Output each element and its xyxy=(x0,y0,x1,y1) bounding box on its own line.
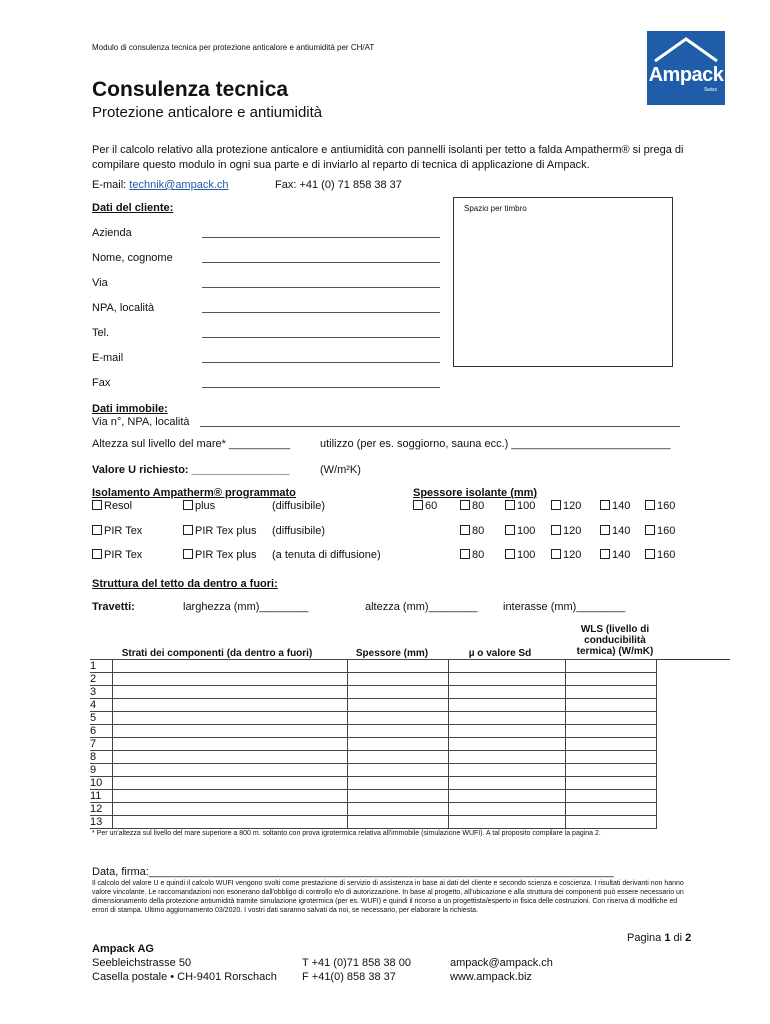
row-number: 8 xyxy=(90,751,113,764)
diffusion-label: (diffusibile) xyxy=(272,525,325,537)
table-cell[interactable] xyxy=(449,660,566,673)
row-number: 11 xyxy=(90,790,113,803)
table-row xyxy=(90,790,657,803)
table-cell[interactable] xyxy=(348,751,449,764)
table-cell[interactable] xyxy=(449,777,566,790)
rafter-height-field[interactable]: altezza (mm)________ xyxy=(365,601,478,613)
table-cell[interactable] xyxy=(348,686,449,699)
table-cell[interactable] xyxy=(449,816,566,829)
checkbox-pir-tex[interactable]: PIR Tex xyxy=(92,549,142,561)
checkbox-thickness[interactable]: 80 xyxy=(460,549,484,561)
u-value-field[interactable]: Valore U richiesto: ________________ xyxy=(92,464,290,476)
company-phones xyxy=(302,956,411,984)
row-number: 3 xyxy=(90,686,113,699)
checkbox-thickness[interactable]: 100 xyxy=(505,500,535,512)
table-cell[interactable] xyxy=(449,673,566,686)
address-field[interactable] xyxy=(200,426,680,427)
table-cell[interactable] xyxy=(348,764,449,777)
layers-table xyxy=(90,659,657,829)
table-row xyxy=(90,777,657,790)
rafters-label: Travetti: xyxy=(92,601,135,613)
rafter-width-field[interactable]: larghezza (mm)________ xyxy=(183,601,309,613)
table-row xyxy=(90,712,657,725)
row-number: 9 xyxy=(90,764,113,777)
row-number: 13 xyxy=(90,816,113,829)
u-value-unit: (W/m²K) xyxy=(320,464,361,476)
checkbox-thickness[interactable]: 100 xyxy=(505,525,535,537)
col-header-thickness: Spessore (mm) xyxy=(355,648,429,659)
table-cell[interactable] xyxy=(566,790,657,803)
table-cell[interactable] xyxy=(566,673,657,686)
address-label: Via n°, NPA, località xyxy=(92,416,190,428)
table-row xyxy=(90,686,657,699)
checkbox-thickness[interactable]: 140 xyxy=(600,500,630,512)
table-cell[interactable] xyxy=(113,686,348,699)
altitude-field[interactable]: Altezza sul livello del mare* __________ xyxy=(92,438,291,450)
col-header-mu: µ o valore Sd xyxy=(468,648,532,659)
field-label: Nome, cognome xyxy=(92,252,173,264)
table-cell[interactable] xyxy=(348,738,449,751)
checkbox-thickness[interactable]: 160 xyxy=(645,549,675,561)
diffusion-label: (a tenuta di diffusione) xyxy=(272,549,381,561)
table-cell[interactable] xyxy=(113,816,348,829)
table-cell[interactable] xyxy=(566,699,657,712)
table-row xyxy=(90,751,657,764)
zip-city-field[interactable] xyxy=(202,312,440,313)
fax-field[interactable] xyxy=(202,387,440,388)
table-cell[interactable] xyxy=(348,777,449,790)
field-label: Azienda xyxy=(92,227,132,239)
table-row xyxy=(90,738,657,751)
table-cell[interactable] xyxy=(113,712,348,725)
company-web xyxy=(450,956,553,984)
usage-field[interactable]: utilizzo (per es. soggiorno, sauna ecc.) __________________________ xyxy=(320,438,671,450)
roof-heading: Struttura del tetto da dentro a fuori: xyxy=(92,578,278,590)
company-street: Seebleichstrasse 50 xyxy=(92,957,192,969)
email-field[interactable] xyxy=(202,362,440,363)
client-heading: Dati del cliente: xyxy=(92,202,174,214)
row-number: 5 xyxy=(90,712,113,725)
table-cell[interactable] xyxy=(566,777,657,790)
logo-sub: Swiss xyxy=(703,87,717,93)
street-field[interactable] xyxy=(202,287,440,288)
company-name: Ampack AG xyxy=(92,943,154,955)
checkbox-pir-tex[interactable]: PIR Tex xyxy=(92,525,142,537)
table-row xyxy=(90,816,657,829)
checkbox-thickness[interactable]: 160 xyxy=(645,525,675,537)
checkbox-thickness[interactable]: 120 xyxy=(551,500,581,512)
table-row xyxy=(90,725,657,738)
ampack-logo xyxy=(647,31,725,105)
table-cell[interactable] xyxy=(566,712,657,725)
property-heading: Dati immobile: xyxy=(92,403,168,415)
fax-number: Fax: +41 (0) 71 858 38 37 xyxy=(275,179,402,191)
table-cell[interactable] xyxy=(348,660,449,673)
row-number: 12 xyxy=(90,803,113,816)
checkbox-thickness[interactable]: 120 xyxy=(551,525,581,537)
table-cell[interactable] xyxy=(113,673,348,686)
table-cell[interactable] xyxy=(348,725,449,738)
page-subtitle: Protezione anticalore e antiumidità xyxy=(92,104,323,121)
thickness-heading: Spessore isolante (mm) xyxy=(413,487,538,499)
table-cell[interactable] xyxy=(449,751,566,764)
footnote: * Per un'altezza sul livello del mare superiore a 800 m. soltanto con prova igrotermica relativa all'immobile (simulazione WUFI). A tal proposito compilare la pagina 2. xyxy=(92,830,601,837)
row-number: 4 xyxy=(90,699,113,712)
checkbox-plus[interactable]: plus xyxy=(183,500,215,512)
header-caption: Modulo di consulenza tecnica per protezione anticalore e antiumidità per CH/AT xyxy=(92,43,375,52)
table-cell[interactable] xyxy=(449,725,566,738)
table-cell[interactable] xyxy=(348,673,449,686)
table-cell[interactable] xyxy=(113,777,348,790)
checkbox-thickness[interactable]: 60 xyxy=(413,500,437,512)
table-cell[interactable] xyxy=(113,803,348,816)
diffusion-label: (diffusibile) xyxy=(272,500,325,512)
company-block xyxy=(92,942,277,984)
page-title: Consulenza tecnica xyxy=(92,78,289,101)
table-cell[interactable] xyxy=(449,803,566,816)
table-row xyxy=(90,803,657,816)
page-number: Pagina 1 di 2 xyxy=(627,932,692,944)
field-label: E-mail xyxy=(92,352,124,364)
field-label: NPA, località xyxy=(92,302,155,314)
table-cell[interactable] xyxy=(113,790,348,803)
table-row xyxy=(90,764,657,777)
table-cell[interactable] xyxy=(566,738,657,751)
table-cell[interactable] xyxy=(566,725,657,738)
table-cell[interactable] xyxy=(449,712,566,725)
checkbox-resol[interactable]: Resol xyxy=(92,500,132,512)
name-field[interactable] xyxy=(202,262,440,263)
row-number: 1 xyxy=(90,660,113,673)
checkbox-thickness[interactable]: 140 xyxy=(600,549,630,561)
company-tel: T +41 (0)71 858 38 00 xyxy=(302,957,411,969)
checkbox-thickness[interactable]: 140 xyxy=(600,525,630,537)
row-number: 7 xyxy=(90,738,113,751)
col-header-layers: Strati dei componenti (da dentro a fuori) xyxy=(121,648,313,659)
table-cell[interactable] xyxy=(449,790,566,803)
table-cell[interactable] xyxy=(566,803,657,816)
table-cell[interactable] xyxy=(566,660,657,673)
table-cell[interactable] xyxy=(348,790,449,803)
checkbox-thickness[interactable]: 80 xyxy=(460,525,484,537)
email-link[interactable]: technik@ampack.ch xyxy=(129,179,229,191)
table-row xyxy=(90,673,657,686)
insulation-heading: Isolamento Ampatherm® programmato xyxy=(92,487,296,499)
field-label: Fax xyxy=(92,377,111,389)
table-cell[interactable] xyxy=(113,764,348,777)
table-cell[interactable] xyxy=(348,803,449,816)
row-number: 6 xyxy=(90,725,113,738)
table-cell[interactable] xyxy=(113,660,348,673)
table-cell[interactable] xyxy=(348,712,449,725)
checkbox-thickness[interactable]: 80 xyxy=(460,500,484,512)
table-cell[interactable] xyxy=(113,751,348,764)
checkbox-pir-tex-plus[interactable]: PIR Tex plus xyxy=(183,525,257,537)
company-field[interactable] xyxy=(202,237,440,238)
table-row xyxy=(90,699,657,712)
company-fax: F +41(0) 858 38 37 xyxy=(302,971,396,983)
col-header-wls: WLS (livello di conducibilità termica) (W/mK) xyxy=(576,624,654,657)
checkbox-thickness[interactable]: 120 xyxy=(551,549,581,561)
table-cell[interactable] xyxy=(113,738,348,751)
stamp-box[interactable] xyxy=(453,197,673,367)
table-cell[interactable] xyxy=(113,699,348,712)
table-cell[interactable] xyxy=(449,738,566,751)
logo-text: Ampack xyxy=(648,64,724,86)
row-number: 10 xyxy=(90,777,113,790)
row-number: 2 xyxy=(90,673,113,686)
phone-field[interactable] xyxy=(202,337,440,338)
rafter-spacing-field[interactable]: interasse (mm)________ xyxy=(503,601,626,613)
company-mail[interactable]: ampack@ampack.ch xyxy=(450,957,553,969)
table-cell[interactable] xyxy=(449,686,566,699)
intro-text: Per il calcolo relativo alla protezione anticalore e antiumidità con pannelli isolanti per tetto a falda Ampatherm® si prega di compilare questo modulo in ogni sua parte e di inviarlo al reparto di tecnica di applicazione di Ampack. xyxy=(92,144,684,171)
table-cell[interactable] xyxy=(566,686,657,699)
company-box: Casella postale • CH-9401 Rorschach xyxy=(92,971,277,983)
table-cell[interactable] xyxy=(449,764,566,777)
email-row xyxy=(92,179,229,191)
field-label: Tel. xyxy=(92,327,110,339)
table-cell[interactable] xyxy=(566,816,657,829)
table-row xyxy=(90,660,657,673)
table-cell[interactable] xyxy=(113,725,348,738)
checkbox-thickness[interactable]: 100 xyxy=(505,549,535,561)
stamp-label: Spazio per timbro xyxy=(464,204,527,213)
signature-field[interactable]: Data, firma:____________________________________________________________________________ xyxy=(92,866,614,878)
table-cell[interactable] xyxy=(449,699,566,712)
table-cell[interactable] xyxy=(348,816,449,829)
field-label: Via xyxy=(92,277,108,289)
email-label: E-mail: xyxy=(92,179,127,191)
checkbox-pir-tex-plus[interactable]: PIR Tex plus xyxy=(183,549,257,561)
table-cell[interactable] xyxy=(566,751,657,764)
table-cell[interactable] xyxy=(566,764,657,777)
checkbox-thickness[interactable]: 160 xyxy=(645,500,675,512)
disclaimer: Il calcolo del valore U e quindi il calcolo WUFI vengono svolti come prestazione di servizio di assistenza in base ai dati del cliente e secondo scienza e coscienza. I risultati derivanti non hanno valore vincolante. Le raccomandazioni non esonerano dall'obbligo di controllo e/o di autorizzazione. In base al progetto, all'ubicazione e alla struttura dei componenti può essere necessario un dimensionamento della protezione antiumidità tramite simulazione igrotermica (per es. WUFI) e quindi il ricorso a un progettista/esperto in fisica delle costruzioni. Con riserva di modifiche ed errori di stampa. Ultimo aggiornamento 03/2020. I vostri dati saranno salvati da noi, se necessario, per elaborare la richiesta. xyxy=(92,880,684,914)
table-cell[interactable] xyxy=(348,699,449,712)
company-website[interactable]: www.ampack.biz xyxy=(450,971,532,983)
